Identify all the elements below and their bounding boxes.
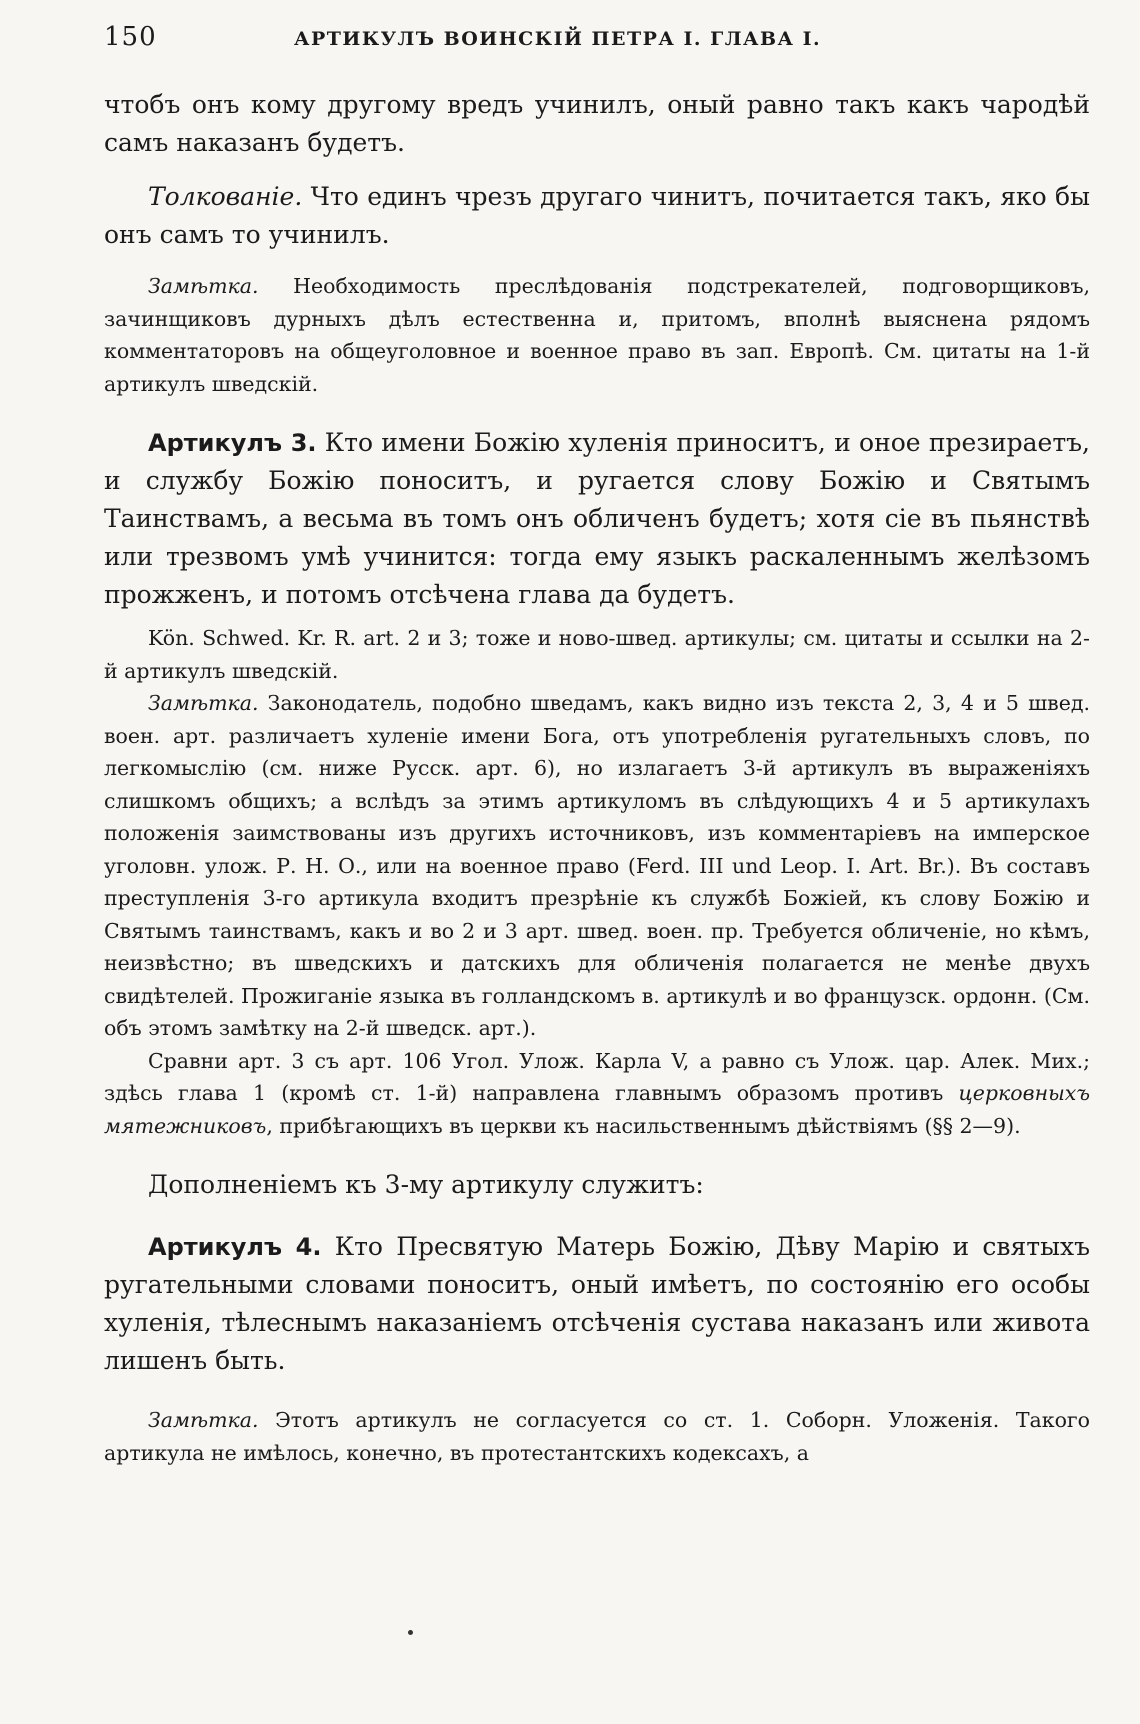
note-2 <box>104 687 1090 1045</box>
paragraph-interpretation <box>104 178 1090 254</box>
interpretation-text: Что единъ чрезъ другаго чинитъ, почитается такъ, яко бы онъ самъ то учинилъ. <box>104 182 1090 249</box>
comparison-paragraph <box>104 1045 1090 1143</box>
note-label: Замѣтка. <box>148 1408 259 1432</box>
print-speck <box>408 1630 413 1635</box>
interpretation-label: Толкованіе. <box>148 182 303 211</box>
article-4-label: Артикулъ 4. <box>148 1233 322 1261</box>
note-label: Замѣтка. <box>148 274 259 298</box>
comparison-emphasis: церковныхъ мятежниковъ <box>104 1081 1090 1138</box>
note-text: Законодатель, подобно шведамъ, какъ видно изъ текста 2, 3, 4 и 5 швед. воен. арт. различаетъ хуленіе имени Бога, отъ употребленія ругательныхъ словъ, по легкомыслію (см. ниже Русск. арт. 6), но излагаетъ 3-й артикулъ въ выраженіяхъ слишкомъ общихъ; а вслѣдъ за этимъ артикуломъ въ слѣдующихъ 4 и 5 артикулахъ положенія заимствованы изъ другихъ источниковъ, изъ комментаріевъ на имперское уголовн. улож. Р. Н. О., или на военное право (Ferd. III und Leop. I. Art. Br.). Въ составъ преступленія 3-го артикула входитъ презрѣніе къ службѣ Божіей, къ слову Божію и Святымъ таинствамъ, какъ и во 2 и 3 арт. швед. воен. пр. Требуется обличеніе, но кѣмъ, неизвѣстно; въ шведскихъ и датскихъ для обличенія полагается не менѣе двухъ свидѣтелей. Прожиганіе языка въ голландскомъ в. артикулѣ и во французск. ордонн. (См. объ этомъ замѣтку на 2-й шведск. арт.). <box>104 691 1091 1040</box>
running-head-title: АРТИКУЛЪ ВОИНСКІЙ ПЕТРА І. ГЛАВА І. <box>294 28 822 50</box>
supplement-heading: Дополненіемъ къ 3-му артикулу служитъ: <box>148 1170 704 1199</box>
comparison-text-start: Сравни арт. 3 съ арт. 106 Угол. Улож. Карла V, а равно съ Улож. цар. Алек. Мих.; здѣсь глава 1 (кромѣ ст. 1-й) направлена главнымъ образомъ противъ <box>104 1048 1090 1105</box>
note-label: Замѣтка. <box>148 691 259 715</box>
page-number: 150 <box>104 22 157 52</box>
note-text: Необходимость преслѣдованія подстрекателей, подговорщиковъ, зачинщиковъ дурныхъ дѣлъ естественна и, притомъ, вполнѣ выяснена рядомъ комментаторовъ на общеуголовное и военное право въ зап. Европѣ. См. цитаты на 1-й артикулъ шведскій. <box>104 274 1090 396</box>
article-3-text: Кто имени Божію хуленія приноситъ, и оное презираетъ, и службу Божію поноситъ, и ругается слову Божію и Святымъ Таинствамъ, а весьма въ томъ онъ обличенъ будетъ; хотя сіе въ пьянствѣ или трезвомъ умѣ учинится: тогда ему языкъ раскаленнымъ желѣзомъ прожженъ, и потомъ отсѣчена глава да будетъ. <box>104 428 1091 609</box>
paragraph-continuation: чтобъ онъ кому другому вредъ учинилъ, оный равно такъ какъ чародѣй самъ наказанъ будетъ. <box>104 90 1090 157</box>
article-4-text: Кто Пресвятую Матерь Божію, Дѣву Марію и святыхъ ругательными словами поноситъ, оный имѣетъ, по состоянію его особы хуленія, тѣлеснымъ наказаніемъ отсѣченія сустава наказанъ или живота лишенъ быть. <box>104 1232 1090 1375</box>
note-text: Этотъ артикулъ не согласуется со ст. 1. Соборн. Уложенія. Такого артикула не имѣлось, конечно, въ протестантскихъ кодексахъ, а <box>104 1408 1090 1465</box>
page <box>104 22 1090 1469</box>
references-paragraph: Kön. Schwed. Kr. R. art. 2 и 3; тоже и ново-швед. артикулы; см. цитаты и ссылки на 2-й артикулъ шведскій. <box>104 626 1090 683</box>
article-3 <box>104 424 1090 614</box>
note-1 <box>104 270 1090 400</box>
article-3-label: Артикулъ 3. <box>148 429 317 457</box>
article-4 <box>104 1228 1090 1380</box>
note-3 <box>104 1404 1090 1469</box>
running-head <box>104 22 1090 78</box>
comparison-text-end: , прибѣгающихъ въ церкви къ насильственнымъ дѣйствіямъ (§§ 2—9). <box>266 1113 1021 1138</box>
